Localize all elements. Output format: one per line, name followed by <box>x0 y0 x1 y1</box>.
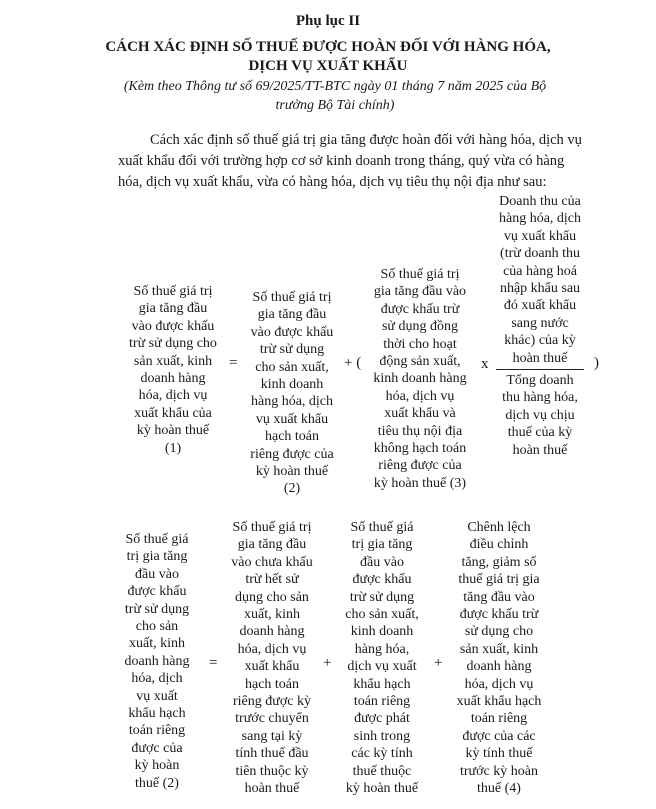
formula-line: tiêu thụ nội địa <box>377 423 463 439</box>
formula-line: khẩu hạch <box>353 676 411 692</box>
formula-line: sang tại kỳ <box>241 728 303 744</box>
formula-line: đầu vào <box>135 566 179 582</box>
formula-line: doanh hàng <box>239 624 305 640</box>
subtitle-line-2: trưởng Bộ Tài chính) <box>275 98 395 113</box>
formula-line: được khấu trừ <box>380 301 460 317</box>
formula-line: riêng được kỳ <box>233 694 311 710</box>
formula-line: doanh hàng <box>140 371 206 387</box>
formula-line: vụ xuất khẩu <box>503 228 577 244</box>
formula-line: hóa, dịch vụ <box>237 641 307 657</box>
formula-line: riêng được của <box>250 446 334 462</box>
formula-line: không hạch toán <box>373 441 467 457</box>
formula-line: xuất, kinh <box>129 636 185 652</box>
formula-line: sản xuất, kinh <box>459 641 539 657</box>
formula-line: hoàn thuế <box>512 442 568 458</box>
formula2-term3 <box>338 519 426 798</box>
formula-line: trừ hết sử <box>245 572 299 588</box>
formula-line: thuế thuộc <box>352 763 412 779</box>
formula-line: Số thuế giá trị <box>252 290 332 305</box>
formula-line: trước kỳ hoàn <box>460 763 538 779</box>
formula-line: Doanh thu của <box>499 194 581 209</box>
formula-line: kinh doanh hàng <box>373 371 467 387</box>
formula-line: Chênh lệch <box>467 520 531 535</box>
formula-line: vào được khấu <box>131 318 215 334</box>
formula-line: các kỳ tính <box>351 746 413 762</box>
formula-line: được của <box>131 740 183 756</box>
formula-line: xuất khẩu <box>244 659 300 675</box>
formula-line: kỳ hoàn thuế <box>255 464 329 480</box>
formula-line: hàng hóa, dịch <box>250 394 334 410</box>
formula1-close-paren: ) <box>594 355 599 371</box>
title-line-2: DỊCH VỤ XUẤT KHẨU <box>248 58 408 74</box>
formula-line: vụ xuất khẩu <box>255 411 329 427</box>
formula-line: sử dụng cho <box>464 624 534 640</box>
formula-line: hoàn thuế <box>512 350 568 366</box>
intro-line-2: xuất khẩu đối với trường hợp cơ sở kinh doanh trong tháng, quý vừa có hàng <box>118 153 565 169</box>
appendix-label: Phụ lục II <box>295 13 361 29</box>
formula-line: tính thuế đầu <box>235 746 309 762</box>
intro-line-1: Cách xác định số thuế giá trị gia tăng được hoàn đối với hàng hóa, dịch vụ <box>150 132 582 148</box>
formula-line: Số thuế giá trị <box>232 520 312 535</box>
formula-line: sản xuất, kinh <box>133 353 213 369</box>
formula-line: hóa, dịch vụ <box>464 676 534 692</box>
formula-line: kỳ hoàn thuế <box>136 423 210 439</box>
formula-line: toán riêng <box>470 711 528 727</box>
subtitle-line-1: (Kèm theo Thông tư số 69/2025/TT-BTC ngày 01 tháng 7 năm 2025 của Bộ <box>123 79 547 94</box>
fraction-line <box>496 369 584 370</box>
formula-line: động sản xuất, <box>379 354 461 370</box>
formula2-equals: = <box>209 655 218 671</box>
formula1-times: x <box>481 356 489 372</box>
formula-line: trừ sử dụng <box>349 589 415 605</box>
formula-line: thuế của kỳ <box>507 425 573 441</box>
formula-line: cho sản xuất, <box>255 359 329 375</box>
formula-line: Số thuế giá trị <box>133 284 213 299</box>
formula-line: trừ sử dụng <box>124 601 190 617</box>
formula-line: hàng hóa, dịch <box>498 211 582 227</box>
formula-line: xuất khẩu và <box>384 406 456 422</box>
formula-line: (2) <box>283 481 301 497</box>
formula-line: vụ xuất <box>136 688 178 704</box>
formula-line: hóa, dịch vụ <box>385 388 455 404</box>
title-line-1: CÁCH XÁC ĐỊNH SỐ THUẾ ĐƯỢC HOÀN ĐỐI VỚI HÀNG HÓA, <box>105 39 551 55</box>
formula-line: xuất khẩu của <box>134 405 212 421</box>
formula-line: kinh doanh <box>260 377 324 393</box>
formula-line: hàng hóa, <box>354 641 410 657</box>
formula-line: đó xuất khẩu <box>503 298 577 314</box>
formula-line: thuế (2) <box>135 775 179 791</box>
formula-line: xuất khẩu hạch <box>456 694 542 710</box>
formula-line: dịch vụ xuất <box>347 659 417 675</box>
formula-line: tăng đầu vào <box>463 589 535 605</box>
formula1-term3 <box>363 266 477 492</box>
formula-line: đầu vào <box>360 554 404 570</box>
formula-line: (trừ doanh thu <box>500 246 580 262</box>
formula2-term1 <box>115 531 199 792</box>
formula-line: thuế giá trị gia <box>458 572 540 588</box>
formula-line: kỳ hoàn thuế <box>345 781 419 797</box>
formula-line: xuất, kinh <box>244 607 300 623</box>
formula-line: doanh hàng <box>466 659 532 675</box>
formula-line: vào được khấu <box>250 324 334 340</box>
document-subtitle <box>110 77 560 115</box>
formula-line: toán riêng <box>353 694 411 710</box>
formula-line: sang nước <box>511 315 569 331</box>
formula-line: kỳ hoàn <box>134 758 180 774</box>
formula-line: dịch vụ chịu <box>505 407 575 423</box>
formula-line: dụng cho sản <box>235 589 309 605</box>
formula-line: Tổng doanh <box>506 373 574 388</box>
formula-line: gia tăng đầu <box>237 537 307 553</box>
formula-line: vào chưa khấu <box>231 554 313 570</box>
formula-line: tăng, giảm số <box>461 554 537 570</box>
formula-line: được của các <box>462 728 536 744</box>
formula-line: được khấu <box>352 572 412 588</box>
formula-line: hạch toán <box>264 429 320 445</box>
formula2-term2 <box>221 519 323 798</box>
formula-line: điều chỉnh <box>469 537 529 553</box>
formula-line: kinh doanh <box>350 624 414 640</box>
formula-line: sinh trong <box>353 728 411 744</box>
formula-line: sử dụng đồng <box>381 319 459 335</box>
formula1-numerator <box>490 193 590 367</box>
formula-line: hạch toán <box>244 676 300 692</box>
formula-line: hóa, dịch vụ <box>138 388 208 404</box>
formula1-denominator <box>490 372 590 459</box>
formula-line: Số thuế giá <box>350 520 414 535</box>
formula1-equals: = <box>229 355 238 371</box>
document-title <box>0 38 656 76</box>
formula-line: (1) <box>164 440 182 456</box>
formula-line: doanh hàng <box>124 653 190 669</box>
intro-line-3: hóa, dịch vụ xuất khẩu, vừa có hàng hóa, dịch vụ tiêu thụ nội địa như sau: <box>118 174 547 190</box>
formula-line: gia tăng đầu vào <box>373 284 467 300</box>
formula-line: trị gia tăng <box>351 537 413 553</box>
formula-line: thu hàng hóa, <box>502 390 578 406</box>
formula-line: gia tăng đầu <box>138 301 208 317</box>
formula-line: thời cho hoạt <box>383 336 457 352</box>
formula-line: toán riêng <box>128 723 186 739</box>
formula-line: kỳ hoàn thuế (3) <box>373 475 467 491</box>
formula-line: gia tăng đầu <box>257 307 327 323</box>
formula2-plus-1: + <box>323 655 332 671</box>
formula1-plus-open: + ( <box>344 355 362 371</box>
formula-line: được khấu trừ <box>459 607 539 623</box>
formula2-plus-2: + <box>434 655 443 671</box>
formula-line: của hàng hoá <box>503 263 577 279</box>
formula1-term1 <box>118 283 228 457</box>
formula-line: khẩu hạch <box>128 706 186 722</box>
formula-line: Số thuế giá <box>125 532 189 547</box>
formula1-term2 <box>236 289 348 498</box>
intro-paragraph <box>118 130 628 193</box>
formula-line: trừ sử dụng cho <box>129 336 217 352</box>
formula-line: trước chuyển <box>235 711 309 727</box>
formula-line: được khấu <box>127 584 187 600</box>
formula-line: Số thuế giá trị <box>380 267 460 282</box>
formula-line: tiên thuộc kỳ <box>235 763 309 779</box>
formula-line: thuế (4) <box>477 781 521 797</box>
formula2-term4 <box>444 519 554 798</box>
formula-line: cho sản <box>135 619 179 635</box>
formula-line: hoàn thuế <box>244 781 300 797</box>
formula-line: được phát <box>354 711 410 727</box>
formula-line: kỳ tính thuế <box>465 746 533 762</box>
formula-line: trừ sử dụng <box>259 342 325 358</box>
formula-line: nhập khẩu sau <box>499 281 581 297</box>
formula-line: khác) của kỳ <box>504 333 576 349</box>
formula-line: trị gia tăng <box>126 549 188 565</box>
formula-line: hóa, dịch <box>131 671 183 687</box>
formula-line: riêng được của <box>378 458 462 474</box>
formula-line: cho sản xuất, <box>345 607 419 623</box>
